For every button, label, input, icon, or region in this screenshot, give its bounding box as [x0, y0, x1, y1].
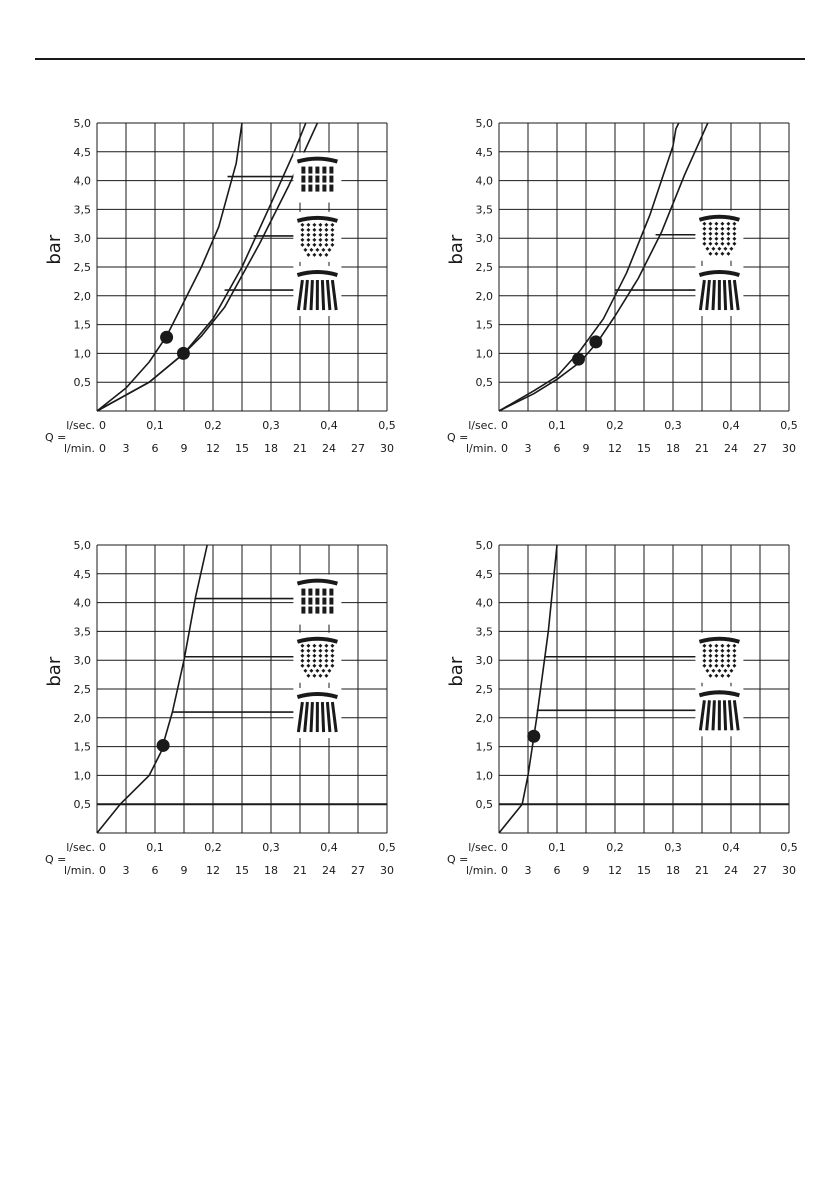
y-tick-label: 1,0 — [475, 347, 493, 361]
y-tick-label: 4,0 — [73, 596, 91, 610]
x-tick-label-min: 3 — [524, 442, 532, 455]
y-tick-label: 1,5 — [475, 318, 493, 332]
rain-jet-segment — [301, 607, 305, 614]
x-tick-label-min: 12 — [608, 442, 622, 455]
rain-jet-segment — [315, 589, 319, 596]
chart-top-left — [40, 110, 440, 470]
x-unit-min: l/min. — [63, 864, 95, 877]
y-tick-label: 1,0 — [73, 347, 91, 361]
rain-jet-segment — [301, 176, 305, 183]
y-axis-label: bar — [446, 234, 467, 265]
x-tick-label-min: 15 — [637, 864, 651, 877]
x-tick-label-min: 30 — [782, 442, 796, 455]
rain-jet-segment — [322, 185, 326, 192]
y-tick-label: 5,0 — [475, 117, 493, 130]
x-tick-label-sec: 0,4 — [320, 419, 338, 432]
x-tick-label-sec: 0,1 — [548, 841, 566, 854]
x-tick-label-sec: 0 — [501, 841, 508, 854]
x-tick-label-min: 15 — [637, 442, 651, 455]
x-tick-label-sec: 0,3 — [664, 419, 682, 432]
x-tick-label-min: 18 — [666, 864, 680, 877]
y-tick-label: 4,5 — [73, 145, 91, 159]
y-tick-label: 3,0 — [475, 232, 493, 246]
y-tick-label: 0,5 — [475, 376, 493, 390]
x-tick-label-sec: 0,2 — [606, 419, 624, 432]
rain-jet-icon — [293, 153, 341, 203]
x-tick-label-sec: 0,5 — [780, 419, 798, 432]
x-unit-sec: l/sec. — [468, 841, 497, 854]
y-tick-label: 1,5 — [475, 740, 493, 754]
grid — [499, 545, 789, 833]
x-tick-label-sec: 0,5 — [780, 841, 798, 854]
x-unit-min: l/min. — [465, 442, 497, 455]
y-tick-label: 4,0 — [475, 174, 493, 188]
y-tick-label: 3,0 — [73, 232, 91, 246]
rain-jet-segment — [329, 598, 333, 605]
y-tick-label: 2,0 — [475, 289, 493, 303]
x-tick-label-min: 12 — [206, 864, 220, 877]
x-tick-label-min: 9 — [180, 442, 188, 455]
rain-jet-segment — [301, 598, 305, 605]
rain-jet-segment — [329, 607, 333, 614]
y-tick-label: 2,5 — [73, 261, 91, 274]
y-tick-label: 4,5 — [475, 567, 493, 581]
whirl-spray-icon — [293, 633, 341, 683]
y-tick-label: 2,5 — [475, 261, 493, 274]
x-tick-label-min: 9 — [582, 442, 590, 455]
x-tick-label-min: 27 — [753, 442, 767, 455]
x-tick-label-sec: 0,3 — [664, 841, 682, 854]
x-tick-label-min: 21 — [293, 864, 307, 877]
rain-jet-segment — [322, 167, 326, 174]
x-tick-label-min: 27 — [351, 442, 365, 455]
x-tick-label-min: 9 — [582, 864, 590, 877]
massage-spray-stroke — [713, 700, 714, 730]
chart-top-right — [442, 110, 840, 470]
x-tick-label-min: 0 — [99, 442, 106, 455]
x-tick-label-min: 15 — [235, 864, 249, 877]
massage-spray-stroke — [724, 280, 725, 310]
x-tick-label-min: 12 — [206, 442, 220, 455]
x-axis-label: Q = — [447, 431, 469, 444]
x-tick-label-min: 15 — [235, 442, 249, 455]
x-tick-label-sec: 0,4 — [722, 841, 740, 854]
chart-top-right-svg — [442, 110, 840, 470]
x-tick-label-sec: 0,3 — [262, 841, 280, 854]
x-tick-label-sec: 0,1 — [548, 419, 566, 432]
y-tick-label: 3,5 — [475, 625, 493, 639]
x-tick-label-min: 0 — [99, 864, 106, 877]
x-tick-label-min: 24 — [724, 442, 738, 455]
chart-bottom-right-svg — [442, 532, 840, 892]
rain-jet-segment — [322, 176, 326, 183]
x-tick-label-min: 21 — [695, 442, 709, 455]
x-tick-label-sec: 0,2 — [606, 841, 624, 854]
x-tick-label-sec: 0 — [99, 841, 106, 854]
y-axis-label: bar — [44, 656, 65, 687]
x-unit-sec: l/sec. — [66, 841, 95, 854]
massage-spray-stroke — [322, 280, 323, 310]
y-tick-label: 2,0 — [73, 711, 91, 725]
whirl-spray-icon — [293, 212, 341, 262]
x-tick-label-min: 12 — [608, 864, 622, 877]
chart-bottom-left-svg — [40, 532, 440, 892]
x-unit-min: l/min. — [63, 442, 95, 455]
rain-jet-segment — [329, 185, 333, 192]
massage-spray-icon — [293, 266, 341, 316]
x-tick-label-min: 30 — [380, 442, 394, 455]
x-axis-label: Q = — [45, 853, 67, 866]
chart-bottom-right — [442, 532, 840, 892]
x-tick-label-sec: 0,4 — [320, 841, 338, 854]
x-tick-label-sec: 0,3 — [262, 419, 280, 432]
x-tick-label-min: 0 — [501, 864, 508, 877]
operating-point-marker — [527, 730, 540, 743]
y-tick-label: 0,5 — [475, 798, 493, 812]
y-axis-label: bar — [446, 656, 467, 687]
x-unit-sec: l/sec. — [468, 419, 497, 432]
x-tick-label-sec: 0,5 — [378, 841, 396, 854]
y-tick-label: 3,5 — [73, 625, 91, 639]
rain-jet-segment — [308, 167, 312, 174]
chart-top-left-svg — [40, 110, 440, 470]
massage-spray-stroke — [311, 280, 312, 310]
rain-jet-segment — [308, 589, 312, 596]
x-tick-label-min: 30 — [782, 864, 796, 877]
y-tick-label: 4,0 — [73, 174, 91, 188]
x-tick-label-min: 21 — [293, 442, 307, 455]
y-tick-label: 3,5 — [73, 203, 91, 217]
x-tick-label-min: 18 — [264, 442, 278, 455]
x-tick-label-min: 9 — [180, 864, 188, 877]
x-tick-label-min: 27 — [753, 864, 767, 877]
operating-point-marker — [177, 347, 190, 360]
rain-jet-segment — [329, 167, 333, 174]
y-tick-label: 3,5 — [475, 203, 493, 217]
y-tick-label: 1,0 — [73, 769, 91, 783]
x-tick-label-min: 18 — [666, 442, 680, 455]
rain-jet-segment — [301, 167, 305, 174]
rain-jet-segment — [329, 589, 333, 596]
rain-jet-segment — [308, 598, 312, 605]
rain-jet-segment — [315, 167, 319, 174]
x-unit-min: l/min. — [465, 864, 497, 877]
y-tick-label: 5,0 — [73, 117, 91, 130]
massage-spray-stroke — [724, 700, 725, 730]
y-tick-label: 2,0 — [73, 289, 91, 303]
rain-jet-segment — [315, 607, 319, 614]
x-tick-label-min: 6 — [553, 442, 561, 455]
y-tick-label: 1,5 — [73, 740, 91, 754]
x-tick-label-min: 3 — [122, 442, 130, 455]
y-tick-label: 1,0 — [475, 769, 493, 783]
x-tick-label-min: 6 — [553, 864, 561, 877]
massage-spray-stroke — [311, 702, 312, 732]
y-tick-label: 2,5 — [73, 683, 91, 696]
x-tick-label-min: 24 — [322, 864, 336, 877]
rain-jet-segment — [315, 185, 319, 192]
x-tick-label-min: 6 — [151, 864, 159, 877]
x-unit-sec: l/sec. — [66, 419, 95, 432]
y-tick-label: 2,5 — [475, 683, 493, 696]
y-tick-label: 0,5 — [73, 376, 91, 390]
chart-bottom-left — [40, 532, 440, 892]
y-tick-label: 3,0 — [475, 654, 493, 668]
rain-jet-segment — [308, 176, 312, 183]
rain-jet-segment — [301, 185, 305, 192]
x-tick-label-min: 21 — [695, 864, 709, 877]
whirl-spray-icon — [695, 633, 743, 683]
x-tick-label-sec: 0,4 — [722, 419, 740, 432]
x-tick-label-sec: 0,2 — [204, 419, 222, 432]
rain-jet-segment — [315, 176, 319, 183]
y-tick-label: 3,0 — [73, 654, 91, 668]
y-axis-label: bar — [44, 234, 65, 265]
rain-jet-segment — [301, 589, 305, 596]
y-tick-label: 5,0 — [475, 539, 493, 552]
y-tick-label: 4,5 — [475, 145, 493, 159]
y-tick-label: 0,5 — [73, 798, 91, 812]
x-tick-label-sec: 0 — [501, 419, 508, 432]
y-tick-label: 2,0 — [475, 711, 493, 725]
massage-spray-icon — [695, 266, 743, 316]
rain-jet-segment — [329, 176, 333, 183]
rain-jet-segment — [322, 607, 326, 614]
x-tick-label-sec: 0,5 — [378, 419, 396, 432]
x-tick-label-min: 6 — [151, 442, 159, 455]
x-tick-label-min: 3 — [122, 864, 130, 877]
massage-spray-stroke — [322, 702, 323, 732]
x-tick-label-min: 24 — [322, 442, 336, 455]
grid — [97, 545, 387, 833]
x-tick-label-min: 24 — [724, 864, 738, 877]
operating-point-marker — [572, 353, 585, 366]
x-tick-label-sec: 0,1 — [146, 841, 164, 854]
x-tick-label-sec: 0 — [99, 419, 106, 432]
x-tick-label-min: 30 — [380, 864, 394, 877]
x-tick-label-min: 3 — [524, 864, 532, 877]
massage-spray-icon — [293, 688, 341, 738]
x-tick-label-min: 27 — [351, 864, 365, 877]
operating-point-marker — [589, 335, 602, 348]
y-tick-label: 4,5 — [73, 567, 91, 581]
x-tick-label-min: 0 — [501, 442, 508, 455]
operating-point-marker — [157, 739, 170, 752]
x-axis-label: Q = — [45, 431, 67, 444]
rain-jet-segment — [308, 185, 312, 192]
rain-jet-segment — [322, 598, 326, 605]
x-axis-label: Q = — [447, 853, 469, 866]
rain-jet-segment — [322, 589, 326, 596]
rain-jet-segment — [315, 598, 319, 605]
x-tick-label-min: 18 — [264, 864, 278, 877]
top-rule — [35, 58, 805, 60]
massage-spray-stroke — [713, 280, 714, 310]
y-tick-label: 5,0 — [73, 539, 91, 552]
massage-spray-icon — [695, 686, 743, 736]
y-tick-label: 4,0 — [475, 596, 493, 610]
whirl-spray-icon — [695, 211, 743, 261]
operating-point-marker — [160, 331, 173, 344]
y-tick-label: 1,5 — [73, 318, 91, 332]
x-tick-label-sec: 0,1 — [146, 419, 164, 432]
rain-jet-icon — [293, 575, 341, 625]
rain-jet-segment — [308, 607, 312, 614]
x-tick-label-sec: 0,2 — [204, 841, 222, 854]
